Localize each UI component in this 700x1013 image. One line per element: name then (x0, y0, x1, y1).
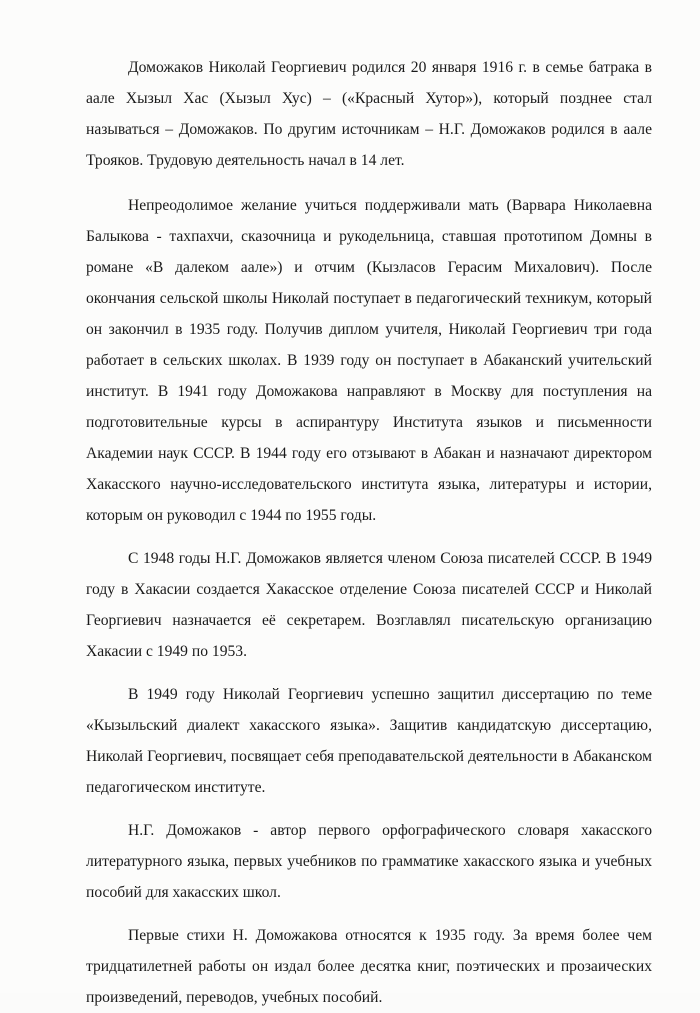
paragraph-poetry: Первые стихи Н. Доможакова относятся к 1935 году. За время более чем тридцатилетней работы он издал более десятка книг, поэтических и прозаических произведений, переводов, учебных пособий. (86, 927, 652, 1006)
paragraph-dissertation: В 1949 году Николай Георгиевич успешно защитил диссертацию по теме «Кызыльский диалект хакасского языка». Защитив кандидатскую диссертацию, Николай Георгиевич, посвящает себя преподавательской деятельности в Абаканском педагогическом институте. (86, 686, 652, 796)
paragraph-birth: Доможаков Николай Георгиевич родился 20 января 1916 г. в семье батрака в аале Хызыл Хас (Хызыл Хус) – («Красный Хутор»), который позднее стал называться – Доможаков. По другим источникам – Н.Г. Доможаков родился в аале Трояков. Трудовую деятельность начал в 14 лет. (86, 59, 652, 169)
paragraph-education: Непреодолимое желание учиться поддерживали мать (Варвара Николаевна Балыкова - тахпахчи, сказочница и рукодельница, ставшая прототипом Домны в романе «В далеком аале») и отчим (Кызласов Герасим Михалович). После окончания сельской школы Николай поступает в педагогический техникум, который он закончил в 1935 году. Получив диплом учителя, Николай Георгиевич три года работает в сельских школах. В 1939 году он поступает в Абаканский учительский институт. В 1941 году Доможакова направляют в Москву для поступления на подготовительные курсы в аспирантуру Института языков и письменности Академии наук СССР. В 1944 году его отзывают в Абакан и назначают директором Хакасского научно-исследовательского института языка, литературы и истории, которым он руководил с 1944 по 1955 годы. (86, 197, 652, 524)
paragraph-writers-union: С 1948 годы Н.Г. Доможаков является членом Союза писателей СССР. В 1949 году в Хакасии создается Хакасское отделение Союза писателей СССР и Николай Георгиевич назначается её секретарем. Возглавлял писательскую организацию Хакасии с 1949 по 1953. (86, 550, 652, 660)
paragraph-textbooks: Н.Г. Доможаков - автор первого орфографического словаря хакасского литературного языка, первых учебников по грамматике хакасского языка и учебных пособий для хакасских школ. (86, 822, 652, 901)
